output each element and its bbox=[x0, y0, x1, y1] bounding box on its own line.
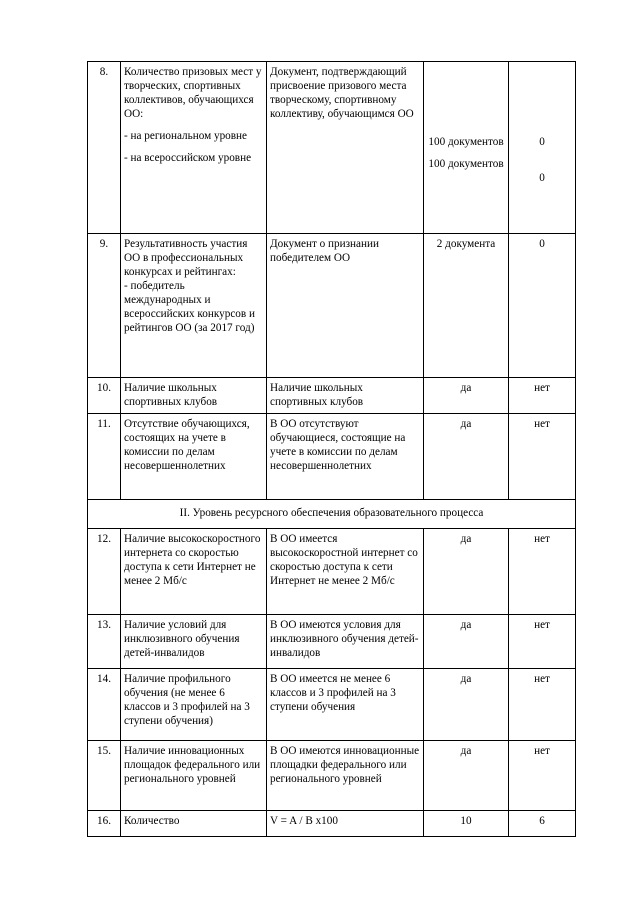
table-row bbox=[88, 414, 576, 500]
criterion-cell: Наличие инновационных площадок федерального или регионального уровней bbox=[121, 741, 267, 811]
value-cell-a: да bbox=[424, 741, 509, 811]
value-cell-b: нет bbox=[509, 414, 576, 500]
value-cell-b: 6 bbox=[509, 811, 576, 837]
value-cell-a: 2 документа bbox=[424, 234, 509, 378]
table-row bbox=[88, 234, 576, 378]
criterion-cell: Количество bbox=[121, 811, 267, 837]
value-cell-a: да bbox=[424, 669, 509, 741]
document-cell: В ОО имеются условия для инклюзивного обучения детей-инвалидов bbox=[267, 615, 424, 669]
criterion-sub: - на региональном уровне bbox=[124, 130, 247, 142]
criteria-table bbox=[87, 61, 576, 837]
criterion-sub: - победитель международных и всероссийских конкурсов и рейтингов ОО (за 2017 год) bbox=[124, 280, 255, 334]
row-number: 16. bbox=[88, 811, 121, 837]
value-cell-a: да bbox=[424, 529, 509, 615]
table-row bbox=[88, 62, 576, 234]
document-cell: В ОО имеется высокоскоростной интернет со скоростью доступа к сети Интернет не менее 2 Мб/с bbox=[267, 529, 424, 615]
document-cell: Документ, подтверждающий присвоение призового места творческому, спортивному коллективу, обучающимся ОО bbox=[267, 62, 424, 234]
value-cell-b: нет bbox=[509, 529, 576, 615]
table-row bbox=[88, 615, 576, 669]
value-cell-a: 100 документов 100 документов bbox=[424, 62, 509, 234]
document-cell: V = A / B x100 bbox=[267, 811, 424, 837]
value-cell-a: 10 bbox=[424, 811, 509, 837]
criterion-text: Количество призовых мест у творческих, спортивных коллективов, обучающихся ОО: bbox=[124, 66, 262, 120]
value-cell-b: нет bbox=[509, 669, 576, 741]
table-row bbox=[88, 669, 576, 741]
row-number: 10. bbox=[88, 378, 121, 414]
section-row bbox=[88, 500, 576, 529]
criterion-cell: Наличие высокоскоростного интернета со скоростью доступа к сети Интернет не менее 2 Мб/с bbox=[121, 529, 267, 615]
criterion-sub: - на всероссийском уровне bbox=[124, 152, 252, 164]
criterion-text: Результативность участия ОО в профессиональных конкурсах и рейтингах: bbox=[124, 238, 248, 278]
row-number: 8. bbox=[88, 62, 121, 234]
row-number: 13. bbox=[88, 615, 121, 669]
document-cell: В ОО отсутствуют обучающиеся, состоящие на учете в комиссии по делам несовершеннолетних bbox=[267, 414, 424, 500]
value-cell-b: нет bbox=[509, 741, 576, 811]
document-cell: Наличие школьных спортивных клубов bbox=[267, 378, 424, 414]
value-cell-b: нет bbox=[509, 615, 576, 669]
document-cell: Документ о признании победителем ОО bbox=[267, 234, 424, 378]
value-cell-a: да bbox=[424, 615, 509, 669]
value-cell-a: да bbox=[424, 414, 509, 500]
value-cell-b: 0 bbox=[509, 234, 576, 378]
table-row bbox=[88, 529, 576, 615]
value-cell-a: да bbox=[424, 378, 509, 414]
criterion-cell bbox=[121, 234, 267, 378]
table-row bbox=[88, 811, 576, 837]
row-number: 14. bbox=[88, 669, 121, 741]
table-row bbox=[88, 378, 576, 414]
row-number: 12. bbox=[88, 529, 121, 615]
value-cell-b: 0 0 bbox=[509, 62, 576, 234]
section-heading: II. Уровень ресурсного обеспечения образовательного процесса bbox=[88, 500, 576, 529]
table-row bbox=[88, 741, 576, 811]
criterion-cell bbox=[121, 62, 267, 234]
criterion-cell: Наличие профильного обучения (не менее 6 классов и 3 профилей на 3 ступени обучения) bbox=[121, 669, 267, 741]
criterion-cell: Наличие школьных спортивных клубов bbox=[121, 378, 267, 414]
criterion-cell: Отсутствие обучающихся, состоящих на учете в комиссии по делам несовершеннолетних bbox=[121, 414, 267, 500]
value-cell-b: нет bbox=[509, 378, 576, 414]
document-cell: В ОО имеется не менее 6 классов и 3 профилей на 3 ступени обучения bbox=[267, 669, 424, 741]
row-number: 15. bbox=[88, 741, 121, 811]
criterion-cell: Наличие условий для инклюзивного обучения детей-инвалидов bbox=[121, 615, 267, 669]
row-number: 9. bbox=[88, 234, 121, 378]
document-cell: В ОО имеются инновационные площадки федерального или регионального уровней bbox=[267, 741, 424, 811]
row-number: 11. bbox=[88, 414, 121, 500]
